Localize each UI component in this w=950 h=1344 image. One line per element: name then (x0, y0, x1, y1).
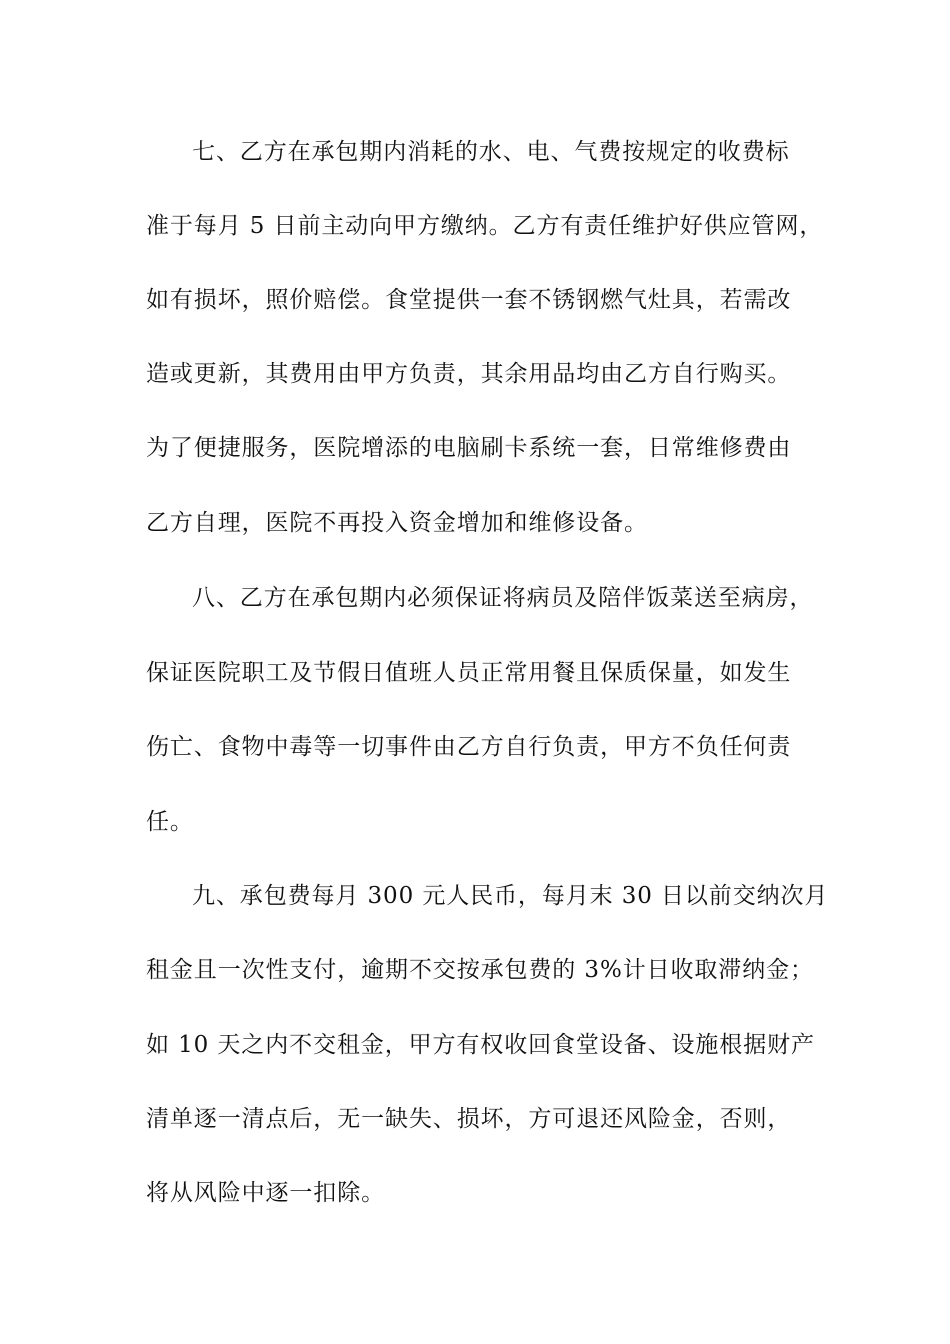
paragraph-7-line-3: 如有损坏，照价赔偿。食堂提供一套不锈钢燃气灶具，若需改 (146, 287, 792, 313)
paragraph-7-line-2: 准于每月 5 日前主动向甲方缴纳。乙方有责任维护好供应管网， (146, 213, 824, 239)
paragraph-7-line-6: 乙方自理，医院不再投入资金增加和维修设备。 (146, 510, 648, 536)
paragraph-8-line-3: 伤亡、食物中毒等一切事件由乙方自行负责，甲方不负任何责 (146, 734, 792, 760)
paragraph-9-line-1: 九、承包费每月 300 元人民币，每月末 30 日以前交纳次月 (192, 883, 829, 909)
paragraph-9-line-3: 如 10 天之内不交租金，甲方有权收回食堂设备、设施根据财产 (146, 1032, 815, 1058)
paragraph-8-line-4: 任。 (146, 809, 194, 835)
paragraph-7-line-1: 七、乙方在承包期内消耗的水、电、气费按规定的收费标 (192, 139, 790, 165)
paragraph-7-line-5: 为了便捷服务，医院增添的电脑刷卡系统一套，日常维修费由 (146, 435, 792, 461)
paragraph-9-line-4: 清单逐一清点后，无一缺失、损坏，方可退还风险金，否则， (146, 1106, 792, 1132)
paragraph-8-line-2: 保证医院职工及节假日值班人员正常用餐且保质保量，如发生 (146, 660, 792, 686)
paragraph-9-line-5: 将从风险中逐一扣除。 (146, 1180, 385, 1206)
paragraph-8-line-1: 八、乙方在承包期内必须保证将病员及陪伴饭菜送至病房， (192, 585, 814, 611)
paragraph-9-line-2: 租金且一次性支付，逾期不交按承包费的 3%计日收取滞纳金； (146, 957, 814, 983)
paragraph-7-line-4: 造或更新，其费用由甲方负责，其余用品均由乙方自行购买。 (146, 361, 792, 387)
